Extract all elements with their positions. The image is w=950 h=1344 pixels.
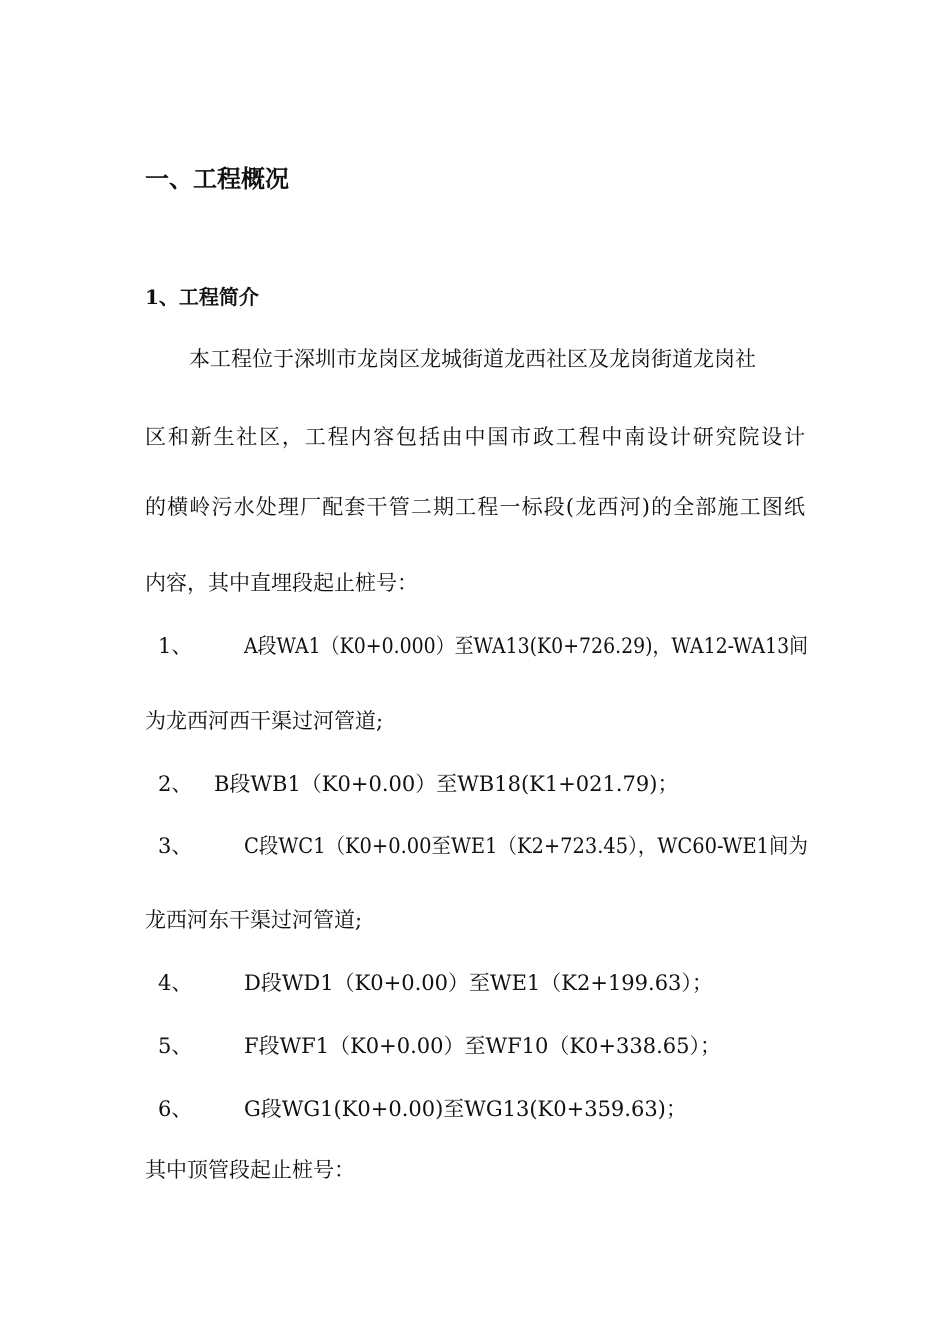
list-item-continuation: 龙西河东干渠过河管道; [145, 908, 363, 932]
list-item-number: 6、 [158, 1097, 193, 1121]
list-item-continuation: 为龙西河西干渠过河管道; [145, 709, 384, 733]
list-item-text: A段WA1（K0+0.000）至WA13(K0+726.29)，WA12-WA13间 [244, 634, 809, 658]
section-heading: 一、工程概况 [145, 164, 289, 193]
list-item-text: F段WF1（K0+0.00）至WF10（K0+338.65）； [244, 1034, 721, 1058]
intro-line-3: 的横岭污水处理厂配套干管二期工程一标段(龙西河)的全部施工图纸 [145, 495, 805, 519]
list-item-number: 2、 [158, 772, 193, 796]
intro-line-1: 本工程位于深圳市龙岗区龙城街道龙西社区及龙岗街道龙岗社 [189, 347, 756, 371]
list-item-text: C段WC1（K0+0.00至WE1（K2+723.45），WC60-WE1间为 [244, 834, 808, 858]
subsection-heading: 1、工程简介 [145, 285, 259, 309]
list-item-number: 3、 [158, 834, 193, 858]
footer-line: 其中顶管段起止桩号： [145, 1158, 355, 1182]
list-item-text: G段WG1(K0+0.00)至WG13(K0+359.63)； [244, 1097, 687, 1121]
intro-line-4: 内容，其中直埋段起止桩号： [145, 571, 418, 595]
intro-line-2: 区和新生社区，工程内容包括由中国市政工程中南设计研究院设计 [145, 425, 805, 449]
list-item-text: D段WD1（K0+0.00）至WE1（K2+199.63）； [244, 971, 713, 995]
list-item-number: 4、 [158, 971, 193, 995]
list-item-number: 1、 [158, 634, 193, 658]
list-item-number: 5、 [158, 1034, 193, 1058]
list-item-text: B段WB1（K0+0.00）至WB18(K1+021.79)； [214, 772, 679, 796]
